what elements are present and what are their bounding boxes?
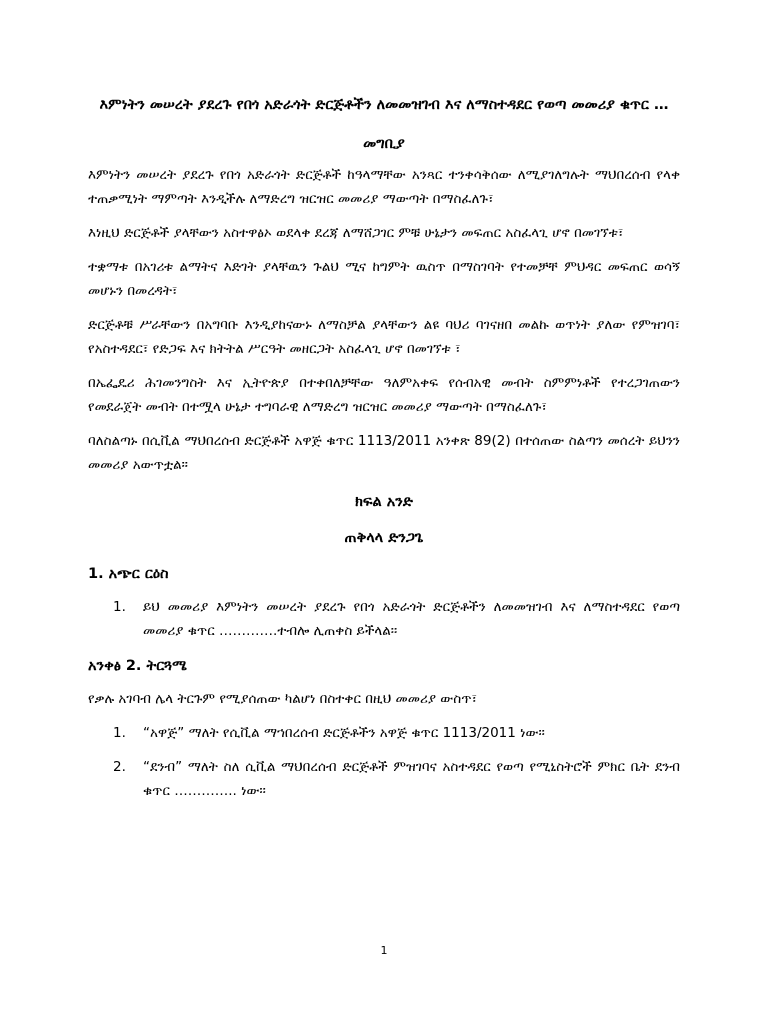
list-item-text: “ደንብ” ማለት ስለ ሲቪል ማህበረሰብ ድርጅቶች ምዝገባና አስተዳደር የወጣ የሚኒስትሮች ምክር ቤት ደንብ ቁጥር ………….. ነው፡፡ xyxy=(143,759,680,799)
preamble-paragraph: ድርጅቶቹ ሥራቸውን በአግባቡ እንዲያከናውኑ ለማስቻል ያላቸውን ልዩ ባህሪ ባገናዘበ መልኩ ወጥነት ያለው የምዝገባ፣ የአስተዳደር፣ የድጋፍ እና ክትትል ሥርዓት መዘርጋት አስፈላጊ ሆኖ በመገኘቱ ፣ xyxy=(88,317,680,357)
list-item-text: ይህ መመሪያ እምነትን መሠረት ያደረጉ የበጎ አድራጎት ድርጅቶችን ለመመዝገብ እና ለማስተዳደር የወጣ መመሪያ ቁጥር ………….ተብሎ ሊጠቀስ ይችላል፡፡ xyxy=(143,599,680,639)
article-2-heading: አንቀፅ 2. ትርጓሜ xyxy=(88,658,187,674)
article-2-list xyxy=(88,721,680,803)
preamble-paragraph: እነዚህ ድርጅቶች ያላቸውን አስተዋፅኦ ወደላቀ ደረጃ ለማሸጋገር ምቹ ሁኔታን መፍጠር አስፈላጊ ሆኖ በመገኘቱ፣ xyxy=(88,225,624,241)
article-1-list xyxy=(88,595,680,643)
part-heading: ክፍል አንድ xyxy=(355,494,413,510)
list-item xyxy=(113,755,680,803)
preamble-paragraph: ባለስልጣኑ በሲቪል ማህበረሰብ ድርጅቶች አዋጅ ቁጥር 1113/2011 አንቀጽ 89(2) በተሰጠው ስልጣን መሰረት ይህንን መመሪያ አውጥቷል። xyxy=(88,433,680,473)
list-item-text: “አዋጅ” ማለት የሲቪል ማኀበረሰብ ድርጅቶችን አዋጅ ቁጥር 1113/2011 ነው፡፡ xyxy=(143,725,545,741)
preamble-paragraph: እምነትን መሠረት ያደረጉ የበጎ አድራጎት ድርጅቶች ከዓላማቸው አንጻር ተንቀሳቅሰው ለሚያገለግሉት ማህበረሰብ የላቀ ተጠቃሚነት ማምጣት እንዲችሉ ለማድረግ ዝርዝር መመሪያ ማውጣት በማስፈለጉ፣ xyxy=(88,167,680,207)
document-body xyxy=(88,92,680,803)
article-2-intro: የቃሉ አገባብ ሌላ ትርጉም የሚያሰጠው ካልሆነ በስተቀር በዚህ መመሪያ ውስጥ፣ xyxy=(88,691,477,707)
list-item xyxy=(113,721,680,745)
preamble-heading: መግቢያ xyxy=(363,136,405,152)
list-item xyxy=(113,595,680,643)
preamble-paragraph: በኤፌዴሪ ሕገመንግስት እና ኢትዮጵያ በተቀበለቻቸው ዓለምአቀፍ የሰብአዊ መብት ስምምነቶች የተረጋገጠውን የመደራጀት መብት በተሟላ ሁኔታ ተግባራዊ ለማድረግ ዝርዝር መመሪያ ማውጣት በማስፈለጉ፣ xyxy=(88,375,680,415)
document-title: እምነትን መሠረት ያደረጉ የበጎ አድራጎት ድርጅቶችን ለመመዝገብ እና ለማስተዳደር የወጣ መመሪያ ቁጥር … xyxy=(99,97,669,113)
preamble-paragraph: ተቋማቱ በአገሪቱ ልማትና እድገት ያላቸዉን ጉልህ ሚና ከግምት ዉስጥ በማስገባት የተመቻቸ ምህዳር መፍጠር ወሳኝ መሆኑን በመረዳት፣ xyxy=(88,259,680,299)
part-subheading: ጠቅላላ ድንጋጌ xyxy=(344,530,424,546)
list-item-number: 2. xyxy=(113,759,126,775)
list-item-number: 1. xyxy=(113,725,126,741)
article-1-heading: 1. አጭር ርዕስ xyxy=(88,566,169,582)
page-number: 1 xyxy=(380,944,388,957)
list-item-number: 1. xyxy=(113,599,126,615)
